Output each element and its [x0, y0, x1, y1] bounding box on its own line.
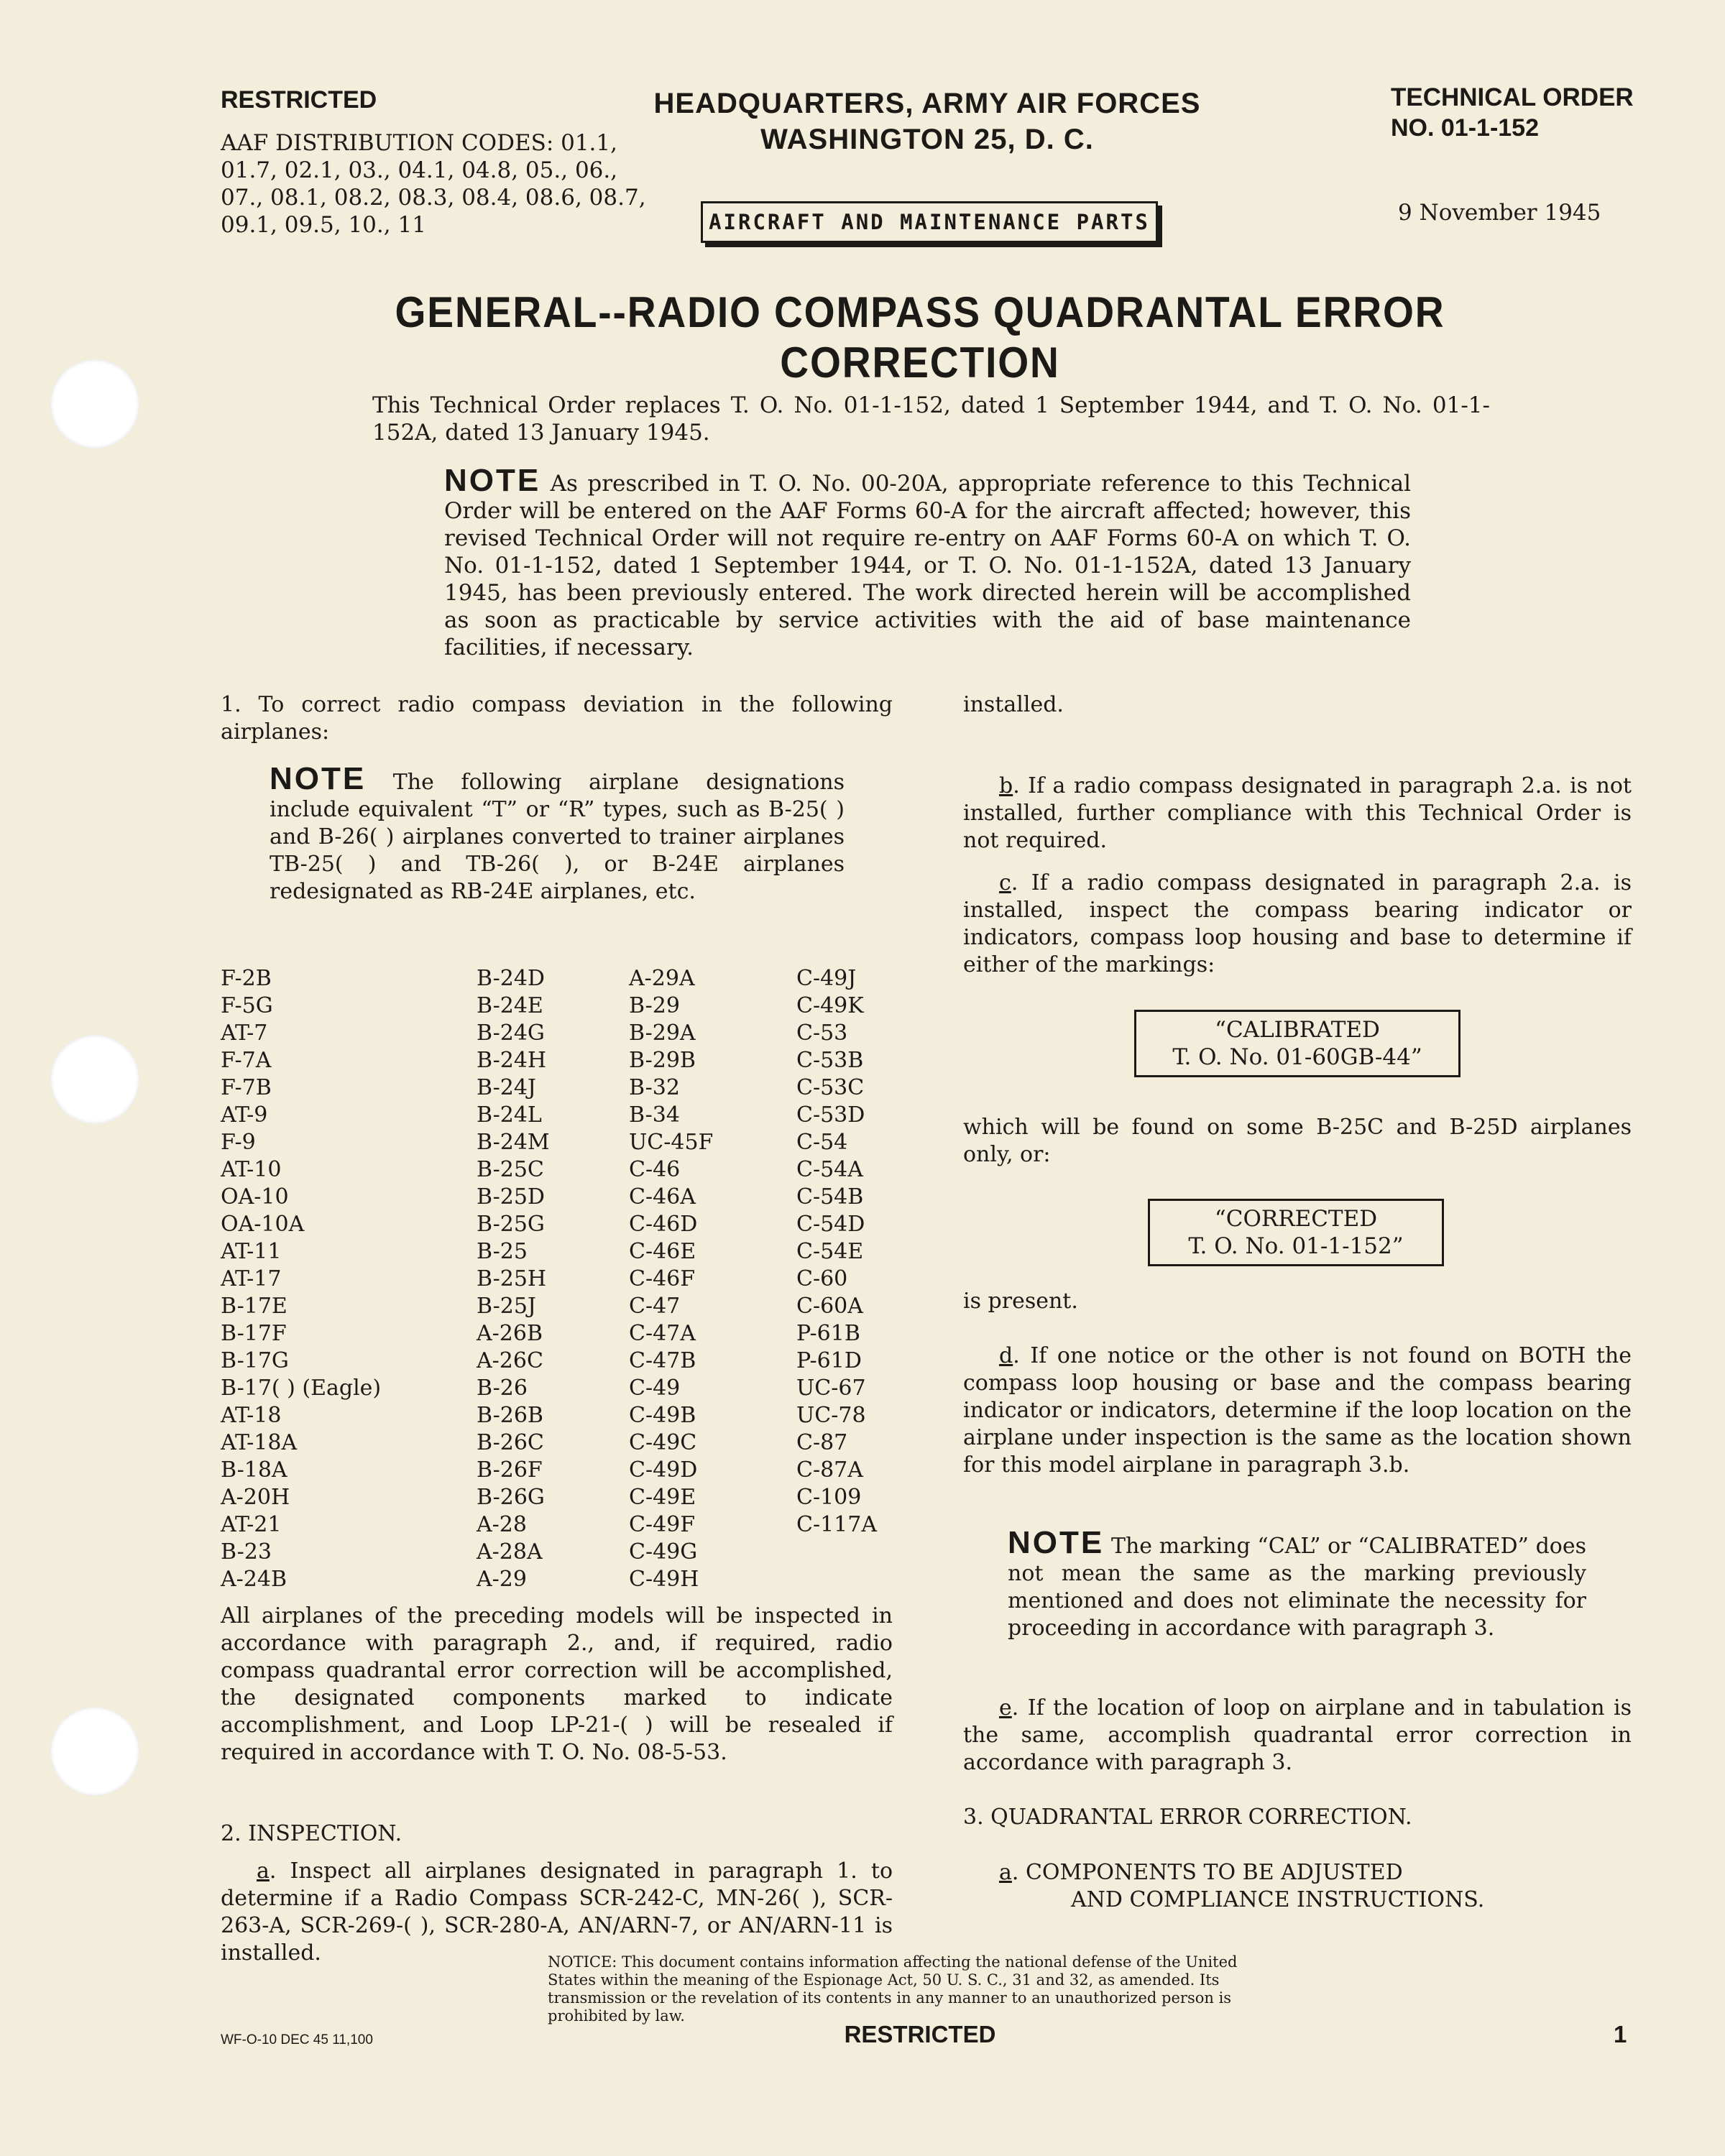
- airplane-designation: C-53B: [796, 1048, 864, 1073]
- airplane-designation: B-26B: [477, 1403, 543, 1428]
- note-3-label: NOTE: [1008, 1525, 1105, 1560]
- airplane-designation: B-26G: [477, 1485, 545, 1510]
- category-box: AIRCRAFT AND MAINTENANCE PARTS: [701, 201, 1158, 243]
- note-2-label: NOTE: [270, 761, 367, 796]
- para2a-continuation: installed.: [963, 692, 1064, 717]
- airplane-designation: OA-10A: [221, 1212, 305, 1237]
- note-3: [1008, 1525, 1586, 1642]
- airplane-designation: B-29: [629, 993, 680, 1018]
- para2c-letter: c: [999, 870, 1011, 895]
- marking-box-corrected: [1148, 1199, 1444, 1266]
- airplane-designation: B-17( ) (Eagle): [221, 1376, 382, 1401]
- airplane-designation: C-47A: [629, 1321, 696, 1346]
- airplane-designation: C-54: [796, 1130, 848, 1155]
- airplane-designation: B-18A: [221, 1457, 288, 1483]
- airplane-designation: B-32: [629, 1075, 680, 1100]
- airplane-designation: B-29B: [629, 1048, 696, 1073]
- hq-line1: HEADQUARTERS, ARMY AIR FORCES: [653, 88, 1201, 119]
- para2a-continuation-mask: [963, 691, 1632, 746]
- airplane-list-col1: [221, 965, 381, 1593]
- to-line2: NO. 01-1-152: [1391, 114, 1539, 142]
- airplane-designation: P-61D: [796, 1348, 862, 1373]
- para2b-letter: b: [999, 773, 1013, 798]
- note-2-text: The following airplane designations include equivalent “T” or “R” types, such as B-25( ) and B-26( ) airplanes converted to trainer airplanes TB-25( ) and TB-26( ), or B-24E airplanes redesignated as RB-24E airplanes, etc.: [270, 770, 845, 904]
- airplane-designation: B-25J: [477, 1294, 536, 1319]
- airplane-designation: C-60A: [796, 1294, 863, 1319]
- note-1: [444, 463, 1411, 661]
- airplane-designation: C-46D: [629, 1212, 698, 1237]
- airplane-designation: B-26F: [477, 1457, 543, 1483]
- box1-after: which will be found on some B-25C and B-25D airplanes only, or:: [963, 1115, 1632, 1167]
- airplane-designation: C-49J: [796, 966, 857, 991]
- punch-hole-top: [50, 359, 139, 448]
- para3-heading: 3. QUADRANTAL ERROR CORRECTION.: [963, 1805, 1412, 1830]
- airplane-designation: C-46A: [629, 1184, 696, 1210]
- airplane-designation: C-87A: [796, 1457, 863, 1483]
- intro-paragraph: This Technical Order replaces T. O. No. 01-1-152, dated 1 September 1944, and T. O. No. 01-1-152A, dated 13 January 1945.: [372, 392, 1490, 446]
- airplane-designation: B-24L: [477, 1102, 542, 1128]
- airplane-designation: A-29: [477, 1567, 527, 1592]
- airplane-designation: B-24G: [477, 1021, 545, 1046]
- airplane-designation: B-25: [477, 1239, 528, 1264]
- box1-line2: T. O. No. 01-60GB-44”: [1172, 1044, 1422, 1070]
- airplane-designation: C-49: [629, 1376, 681, 1401]
- para2a-part1: [221, 1858, 893, 1967]
- airplane-designation: AT-21: [221, 1512, 282, 1537]
- airplane-designation: UC-67: [796, 1376, 866, 1401]
- airplane-designation: A-24B: [221, 1567, 288, 1592]
- para3a: [999, 1859, 1632, 1914]
- box2-line1: “CORRECTED: [1214, 1206, 1378, 1232]
- airplane-designation: B-25G: [477, 1212, 545, 1237]
- airplane-designation: B-17F: [221, 1321, 287, 1346]
- airplane-designation: C-54E: [796, 1239, 864, 1264]
- para1-after: All airplanes of the preceding models will be inspected in accordance with paragraph 2., and, if required, radio compass quadrantal error correction will be accomplished, the designated components marked to indicate accomplishment, and Loop LP-21-( ) will be resealed if required in accordance with T. O. No. 08-5-53.: [221, 1603, 893, 1765]
- airplane-designation: B-24D: [477, 966, 545, 991]
- airplane-designation: C-49D: [629, 1457, 698, 1483]
- para2e-text: . If the location of loop on airplane and in tabulation is the same, accomplish quadrantal error correction in accordance with paragraph 3.: [963, 1695, 1632, 1775]
- restricted-top: RESTRICTED: [221, 86, 377, 114]
- airplane-designation: C-49C: [629, 1430, 697, 1455]
- airplane-designation: B-17G: [221, 1348, 289, 1373]
- airplane-designation: C-54A: [796, 1157, 863, 1182]
- airplane-designation: P-61B: [796, 1321, 860, 1346]
- para2b-text: . If a radio compass designated in paragraph 2.a. is not installed, further compliance with this Technical Order is not required.: [963, 773, 1632, 853]
- airplane-designation: C-54D: [796, 1212, 865, 1237]
- airplane-designation: C-49G: [629, 1539, 698, 1565]
- restricted-bottom: RESTRICTED: [844, 2021, 996, 2047]
- airplane-designation: AT-11: [221, 1239, 282, 1264]
- para2b: [963, 773, 1632, 854]
- airplane-designation: B-25H: [477, 1266, 547, 1291]
- airplane-designation: C-49B: [629, 1403, 696, 1428]
- airplane-designation: AT-9: [221, 1102, 268, 1128]
- para2c: [963, 870, 1632, 979]
- box2-line2: T. O. No. 01-1-152”: [1188, 1233, 1404, 1259]
- airplane-designation: C-49E: [629, 1485, 696, 1510]
- airplane-designation: AT-18: [221, 1403, 282, 1428]
- distribution-codes: AAF DISTRIBUTION CODES: 01.1, 01.7, 02.1, 03., 04.1, 04.8, 05., 06., 07., 08.1, 08.2, 08.3, 08.4, 08.6, 08.7, 09.1, 09.5, 10., 11: [221, 130, 646, 238]
- airplane-designation: OA-10: [221, 1184, 289, 1210]
- page-number: 1: [1614, 2021, 1627, 2047]
- airplane-designation: C-60: [796, 1266, 848, 1291]
- airplane-designation: C-46F: [629, 1266, 696, 1291]
- punch-hole-bottom: [50, 1707, 139, 1796]
- airplane-designation: B-25D: [477, 1184, 545, 1210]
- airplane-designation: C-54B: [796, 1184, 864, 1210]
- airplane-designation: UC-45F: [629, 1130, 714, 1155]
- airplane-designation: C-47: [629, 1294, 681, 1319]
- hq-line2: WASHINGTON 25, D. C.: [760, 124, 1094, 155]
- airplane-designation: B-24M: [477, 1130, 550, 1155]
- airplane-designation: C-49F: [629, 1512, 696, 1537]
- airplane-designation: F-9: [221, 1130, 256, 1155]
- para1-intro: 1. To correct radio compass deviation in the following airplanes:: [221, 692, 893, 745]
- print-code: WF-O-10 DEC 45 11,100: [221, 2032, 373, 2047]
- note-1-text: As prescribed in T. O. No. 00-20A, appropriate reference to this Technical Order will be entered on the AAF Forms 60-A for the aircraft affected; however, this revised Technical Order will not require re-entry on AAF Forms 60-A on which T. O. No. 01-1-152, dated 1 September 1944, or T. O. No. 01-1-152A, dated 13 January 1945, has been previously entered. The work directed herein will be accomplished as soon as practicable by service activities with the aid of base maintenance facilities, if necessary.: [444, 471, 1411, 660]
- airplane-designation: C-49H: [629, 1567, 699, 1592]
- para2a-text: . Inspect all airplanes designated in paragraph 1. to determine if a Radio Compass SCR-242-C, MN-26( ), SCR-263-A, SCR-269-( ), SCR-280-A, AN/ARN-7, or AN/ARN-11 is installed.: [221, 1858, 893, 1966]
- para2-heading: 2. INSPECTION.: [221, 1821, 402, 1846]
- airplane-designation: B-25C: [477, 1157, 544, 1182]
- airplane-designation: C-109: [796, 1485, 862, 1510]
- airplane-designation: B-17E: [221, 1294, 288, 1319]
- airplane-designation: AT-10: [221, 1157, 282, 1182]
- airplane-designation: C-49K: [796, 993, 864, 1018]
- airplane-designation: A-20H: [221, 1485, 290, 1510]
- airplane-designation: B-29A: [629, 1021, 696, 1046]
- marking-box-calibrated: [1134, 1010, 1460, 1077]
- airplane-designation: A-28: [477, 1512, 527, 1537]
- airplane-designation: C-117A: [796, 1512, 878, 1537]
- airplane-designation: F-7A: [221, 1048, 272, 1073]
- para3a-letter: a: [999, 1860, 1012, 1885]
- airplane-designation: B-24J: [477, 1075, 536, 1100]
- airplane-designation: F-5G: [221, 993, 273, 1018]
- airplane-designation: B-26: [477, 1376, 528, 1401]
- airplane-designation: F-7B: [221, 1075, 272, 1100]
- para2c-text: . If a radio compass designated in paragraph 2.a. is installed, inspect the compass bearing indicator or indicators, compass loop housing and base to determine if either of the markings:: [963, 870, 1632, 977]
- airplane-designation: B-26C: [477, 1430, 544, 1455]
- para3a-line2: AND COMPLIANCE INSTRUCTIONS.: [1071, 1887, 1485, 1912]
- note-1-label: NOTE: [444, 463, 541, 498]
- airplane-designation: A-26B: [477, 1321, 543, 1346]
- airplane-designation: C-47B: [629, 1348, 696, 1373]
- airplane-list-col3: [629, 965, 713, 1593]
- box1-line1: “CALIBRATED: [1215, 1017, 1380, 1043]
- airplane-designation: C-53D: [796, 1102, 865, 1128]
- airplane-designation: F-2B: [221, 966, 272, 991]
- footer-notice: NOTICE: This document contains information affecting the national defense of the United States within the meaning of the Espionage Act, 50 U. S. C., 31 and 32, as amended. Its transmission or the revelation of its contents in any manner to an unauthorized person is prohibited by law.: [548, 1953, 1238, 2024]
- airplane-designation: C-46E: [629, 1239, 696, 1264]
- para2d-text: . If one notice or the other is not found on BOTH the compass loop housing or base and the compass bearing indicator or indicators, determine if the loop location on the airplane under inspection is the same as the location shown for this model airplane in paragraph 3.b.: [963, 1343, 1632, 1478]
- airplane-designation: A-28A: [477, 1539, 543, 1565]
- airplane-designation: A-26C: [477, 1348, 543, 1373]
- airplane-designation: C-53C: [796, 1075, 865, 1100]
- airplane-designation: AT-7: [221, 1021, 268, 1046]
- airplane-designation: A-29A: [629, 966, 695, 991]
- airplane-designation: B-24H: [477, 1048, 547, 1073]
- issue-date: 9 November 1945: [1398, 200, 1601, 226]
- page-title: GENERAL--RADIO COMPASS QUADRANTAL ERROR CORRECTION: [395, 288, 1445, 387]
- para2d: [963, 1342, 1632, 1479]
- airplane-designation: B-34: [629, 1102, 680, 1128]
- para2d-letter: d: [999, 1343, 1013, 1368]
- note-2: [270, 761, 845, 906]
- airplane-designation: C-46: [629, 1157, 681, 1182]
- punch-hole-middle: [50, 1035, 139, 1124]
- airplane-designation: C-87: [796, 1430, 848, 1455]
- airplane-designation: AT-18A: [221, 1430, 298, 1455]
- airplane-designation: B-23: [221, 1539, 272, 1565]
- airplane-designation: UC-78: [796, 1403, 866, 1428]
- para2e: [963, 1695, 1632, 1777]
- airplane-designation: C-53: [796, 1021, 848, 1046]
- airplane-list-col2: [477, 965, 550, 1593]
- airplane-designation: AT-17: [221, 1266, 282, 1291]
- box2-after: is present.: [963, 1289, 1078, 1314]
- para2a-letter: a: [257, 1858, 270, 1884]
- airplane-list-col4: [796, 965, 877, 1539]
- to-line1: TECHNICAL ORDER: [1391, 83, 1634, 111]
- para2e-letter: e: [999, 1695, 1012, 1720]
- note-3-text: The marking “CAL” or “CALIBRATED” does not mean the same as the marking previously mentioned and does not eliminate the necessity for proceeding in accordance with paragraph 3.: [1008, 1534, 1586, 1641]
- para3a-line1: . COMPONENTS TO BE ADJUSTED: [1011, 1860, 1403, 1885]
- airplane-designation: B-24E: [477, 993, 543, 1018]
